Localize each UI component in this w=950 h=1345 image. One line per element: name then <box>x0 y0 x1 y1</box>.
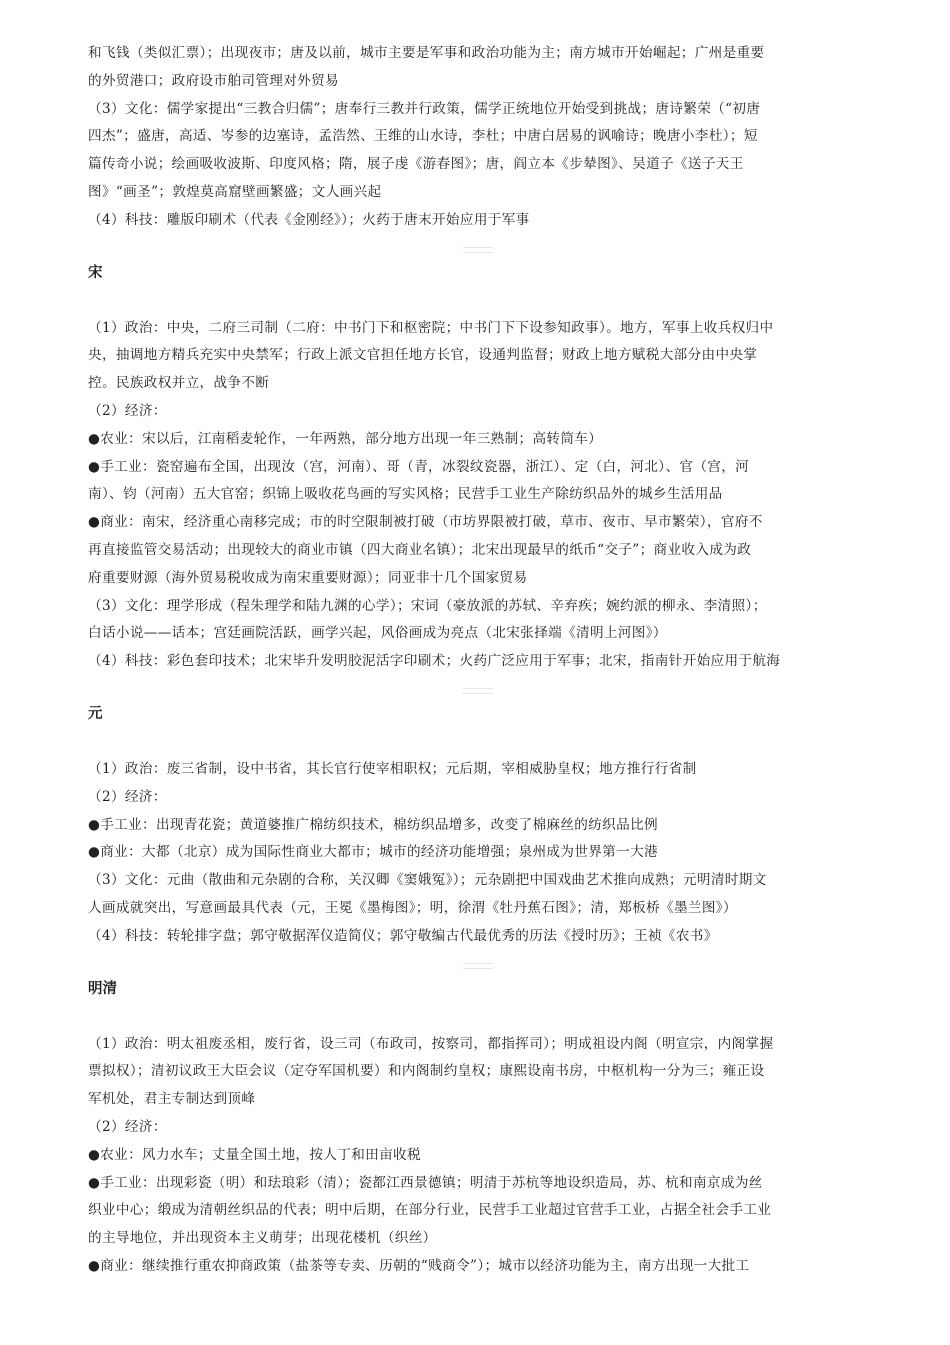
text-line: ●商业：大都（北京）成为国际性商业大都市；城市的经济功能增强；泉州成为世界第一大港 <box>88 844 658 861</box>
section-divider <box>463 688 493 694</box>
text-line: 南）、钧（河南）五大官窑；织锦上吸收花鸟画的写实风格；民营手工业生产除纺织品外的城乡生活用品 <box>88 486 723 503</box>
intro-block <box>88 40 868 235</box>
text-line: （4）科技：彩色套印技术；北宋毕升发明胶泥活字印刷术；火药广泛应用于军事；北宋，指南针开始应用于航海 <box>88 653 781 670</box>
text-line: （1）政治：明太祖废丞相，废行省，设三司（布政司，按察司，都指挥司）；明成祖设内阁（明宣宗，内阁掌握 <box>88 1035 774 1052</box>
text-line: 织业中心；缎成为清朝丝织品的代表；明中后期，在部分行业，民营手工业超过官营手工业，占据全社会手工业 <box>88 1202 772 1219</box>
section-title: 元 <box>88 705 103 722</box>
text-line: ●手工业：出现彩瓷（明）和珐琅彩（清）；瓷都江西景德镇；明清于苏杭等地设织造局，苏、杭和南京成为丝 <box>88 1174 763 1191</box>
text-line: （1）政治：废三省制，设中书省，其长官行使宰相职权；元后期，宰相威胁皇权；地方推行行省制 <box>88 760 697 777</box>
text-line: ●商业：继续推行重农抑商政策（盐茶等专卖、历朝的“贱商令”）；城市以经济功能为主，南方出现一大批工 <box>88 1257 750 1274</box>
text-line: 军机处，君主专制达到顶峰 <box>88 1091 256 1108</box>
text-line: ●手工业：瓷窑遍布全国，出现汝（宫，河南）、哥（青，冰裂纹瓷器，浙江）、定（白，河北）、官（宫，河 <box>88 458 750 475</box>
section-title: 宋 <box>88 264 103 281</box>
text-line: ●手工业：出现青花瓷；黄道婆推广棉纺织技术，棉纺织品增多，改变了棉麻丝的纺织品比例 <box>88 816 658 833</box>
text-line: （3）文化：儒学家提出“三教合归儒”；唐奉行三教并行政策，儒学正统地位开始受到挑战；唐诗繁荣（“初唐 <box>88 100 761 117</box>
text-line: ●农业：风力水车；丈量全国土地，按人丁和田亩收税 <box>88 1146 421 1163</box>
text-line: （4）科技：雕版印刷术（代表《金刚经》）；火药于唐末开始应用于军事 <box>88 211 530 228</box>
text-line: 四杰”；盛唐，高适、岑参的边塞诗，孟浩然、王维的山水诗，李杜；中唐白居易的讽喻诗；晚唐小李杜）；短 <box>88 128 758 145</box>
text-line: ●商业：南宋，经济重心南移完成；市的时空限制被打破（市坊界限被打破，草市、夜市、早市繁荣），官府不 <box>88 514 763 531</box>
text-line: 人画成就突出，写意画最具代表（元，王冕《墨梅图》；明，徐渭《牡丹蕉石图》；清，郑板桥《墨兰图》） <box>88 899 737 916</box>
section-divider <box>463 963 493 969</box>
text-line: 的外贸港口；政府设市舶司管理对外贸易 <box>88 72 339 89</box>
text-line: 央，抽调地方精兵充实中央禁军；行政上派文官担任地方长官，设通判监督；财政上地方赋税大部分由中央掌 <box>88 347 758 364</box>
text-line: ●农业：宋以后，江南稻麦轮作，一年两熟，部分地方出现一年三熟制；高转筒车） <box>88 430 603 447</box>
text-line: 的主导地位，并出现资本主义萌芽；出现花楼机（织丝） <box>88 1230 437 1247</box>
section-yuan <box>88 702 868 951</box>
text-line: 控。民族政权并立，战争不断 <box>88 375 270 392</box>
text-line: 图》“画圣”；敦煌莫高窟壁画繁盛；文人画兴起 <box>88 183 382 200</box>
text-line: 白话小说——话本；宫廷画院活跃，画学兴起，风俗画成为亮点（北宋张择端《清明上河图》） <box>88 625 667 642</box>
text-line: （2）经济： <box>88 402 167 419</box>
text-line: （1）政治：中央，二府三司制（二府：中书门下和枢密院；中书门下下设参知政事）。地方，军事上收兵权归中 <box>88 319 774 336</box>
section-title: 明清 <box>88 980 117 997</box>
section-mingqing <box>88 977 868 1281</box>
text-line: 再直接监管交易活动；出现较大的商业市镇（四大商业名镇）；北宋出现最早的纸币“交子”；商业收入成为政 <box>88 541 752 558</box>
document-page <box>88 40 868 1281</box>
section-song <box>88 261 868 676</box>
section-divider <box>463 247 493 253</box>
text-line: 和飞钱（类似汇票）；出现夜市；唐及以前，城市主要是军事和政治功能为主；南方城市开始崛起；广州是重要 <box>88 45 765 61</box>
text-line: （2）经济： <box>88 788 167 805</box>
text-line: （2）经济： <box>88 1118 167 1135</box>
text-line: （3）文化：理学形成（程朱理学和陆九渊的心学）；宋词（豪放派的苏轼、辛弃疾；婉约派的柳永、李清照）； <box>88 597 767 614</box>
text-line: （4）科技：转轮排字盘；郭守敬据浑仪造简仪；郭守敬编古代最优秀的历法《授时历》；王祯《农书》 <box>88 927 718 944</box>
text-line: （3）文化：元曲（散曲和元杂剧的合称，关汉卿《窦娥冤》）；元杂剧把中国戏曲艺术推向成熟；元明清时期文 <box>88 872 767 889</box>
text-line: 篇传奇小说；绘画吸收波斯、印度风格；隋，展子虔《游春图》；唐，阎立本《步辇图》、吴道子《送子天王 <box>88 156 744 173</box>
text-line: 票拟权）；清初议政王大臣会议（定夺军国机要）和内阁制约皇权；康熙设南书房，中枢机构一分为三；雍正设 <box>88 1063 765 1080</box>
text-line: 府重要财源（海外贸易税收成为南宋重要财源）；同亚非十几个国家贸易 <box>88 569 528 586</box>
